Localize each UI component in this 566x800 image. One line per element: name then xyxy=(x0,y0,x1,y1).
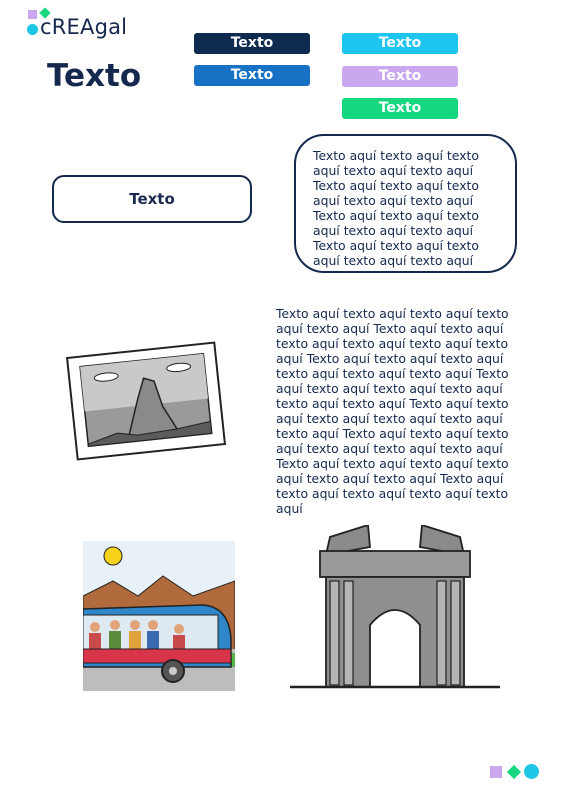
logo-square-icon xyxy=(28,10,37,19)
page-title: Texto xyxy=(47,58,142,94)
label-pill-lilac: Texto xyxy=(342,66,458,87)
body-paragraph: Texto aquí texto aquí texto aquí texto aquí texto aquí Texto aquí texto aquí texto aquí texto aquí texto aquí texto aquí Texto aquí texto aquí texto aquí texto aquí texto aquí texto aquí Texto aquí texto aquí texto aquí texto aquí texto aquí texto aquí Texto aquí texto aquí texto aquí texto aquí texto aquí texto aquí Texto aquí texto aquí texto aquí texto aquí texto aquí texto aquí Texto aquí texto aquí texto aquí texto aquí texto aquí texto aquí Texto aquí texto aquí texto aquí texto aquí texto aquí xyxy=(276,306,509,516)
logo-text: cREAgal xyxy=(40,15,128,39)
footer-square-icon xyxy=(490,766,502,778)
logo-circle-icon xyxy=(27,24,38,35)
label-pill-blue: Texto xyxy=(194,65,310,86)
outlined-label-box: Texto xyxy=(52,175,252,223)
triumphal-arch-icon xyxy=(290,525,500,693)
label-pill-green: Texto xyxy=(342,98,458,119)
label-pill-navy: Texto xyxy=(194,33,310,54)
label-pill-cyan: Texto xyxy=(342,33,458,54)
bus-travel-icon xyxy=(83,541,235,691)
text-bubble: Texto aquí texto aquí texto aquí texto aquí texto aquí Texto aquí texto aquí texto aquí texto aquí texto aquí Texto aquí texto aquí texto aquí texto aquí texto aquí Texto aquí texto aquí texto aquí texto aquí texto aquí xyxy=(294,134,517,273)
mountain-photo-icon xyxy=(64,338,228,464)
footer-circle-icon xyxy=(524,764,539,779)
footer-diamond-icon xyxy=(507,765,521,779)
